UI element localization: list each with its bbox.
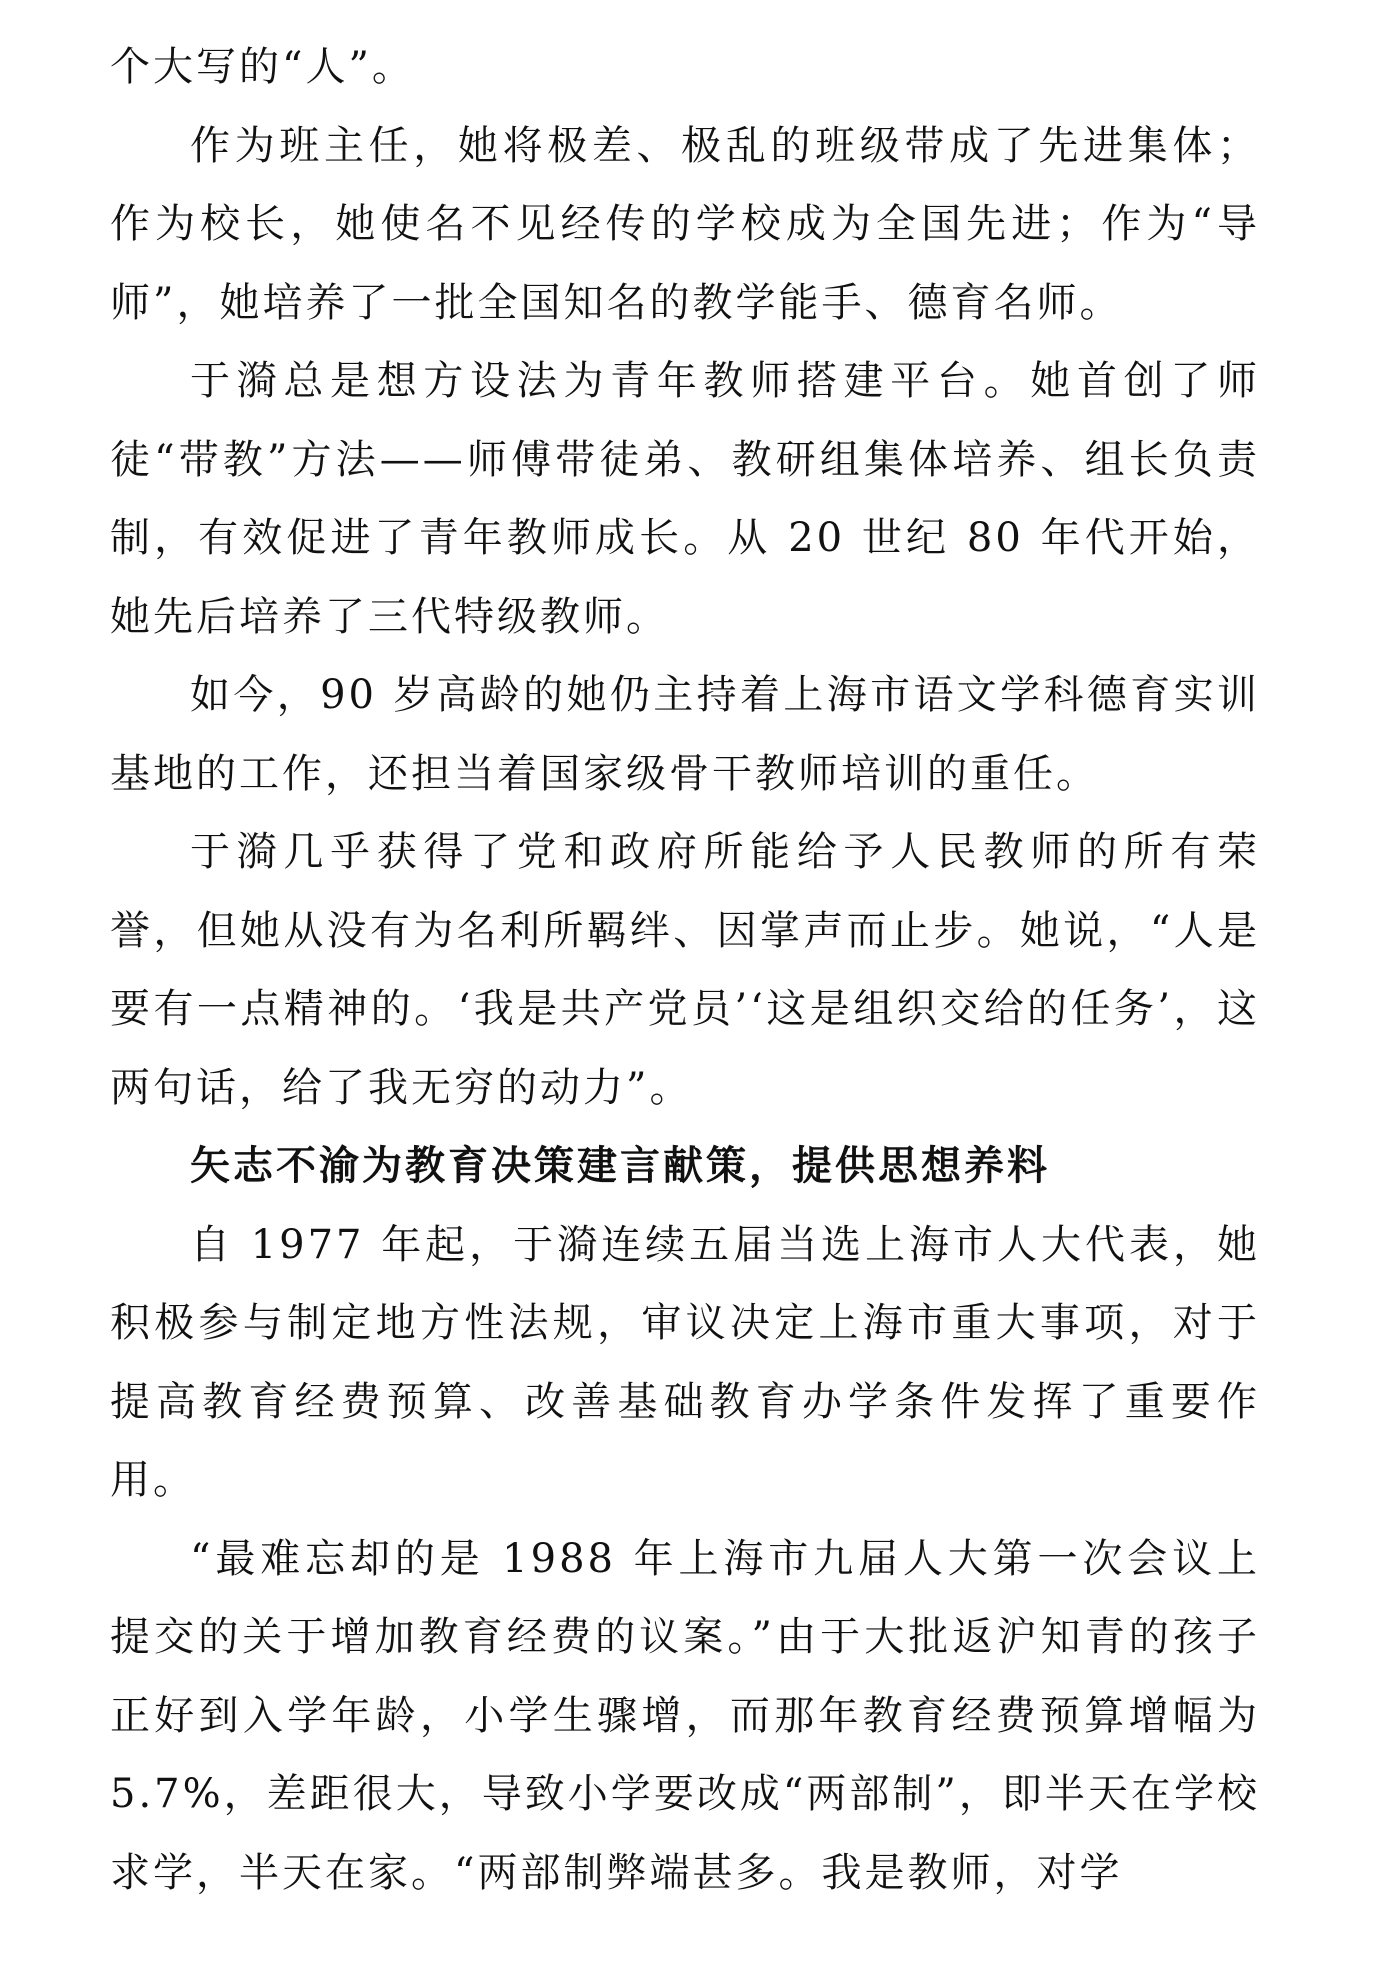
paragraph-roles: 作为班主任，她将极差、极乱的班级带成了先进集体；作为校长，她使名不见经传的学校成为全国先进；作为“导师”，她培养了一批全国知名的教学能手、德育名师。 — [110, 122, 1260, 326]
paragraph-1988-proposal: “最难忘却的是 1988 年上海市九届人大第一次会议上提交的关于增加教育经费的议案。”由于大批返沪知青的孩子正好到入学年龄，小学生骤增，而那年教育经费预算增幅为 5.7%，差距很大，导致小学要改成“两部制”，即半天在学校求学，半天在家。“两部制弊端甚多。我是教师，对学 — [110, 1535, 1260, 1896]
paragraph-current-work: 如今，90 岁高龄的她仍主持着上海市语文学科德育实训基地的工作，还担当着国家级骨干教师培训的重任。 — [110, 672, 1260, 797]
paragraph-npc-deputy: 自 1977 年起，于漪连续五届当选上海市人大代表，她积极参与制定地方性法规，审议决定上海市重大事项，对于提高教育经费预算、改善基础教育办学条件发挥了重要作用。 — [110, 1221, 1260, 1503]
section-heading: 矢志不渝为教育决策建言献策，提供思想养料 — [190, 1143, 1050, 1189]
paragraph-continuation: 个大写的“人”。 — [110, 44, 415, 90]
paragraph-honors: 于漪几乎获得了党和政府所能给予人民教师的所有荣誉，但她从没有为名利所羁绊、因掌声而止步。她说，“人是要有一点精神的。‘我是共产党员’‘这是组织交给的任务’，这两句话，给了我无穷的动力”。 — [110, 829, 1260, 1111]
paragraph-mentoring: 于漪总是想方设法为青年教师搭建平台。她首创了师徒“带教”方法——师傅带徒弟、教研组集体培养、组长负责制，有效促进了青年教师成长。从 20 世纪 80 年代开始，她先后培养了三代特级教师。 — [110, 358, 1260, 640]
article-body — [110, 28, 1260, 1912]
